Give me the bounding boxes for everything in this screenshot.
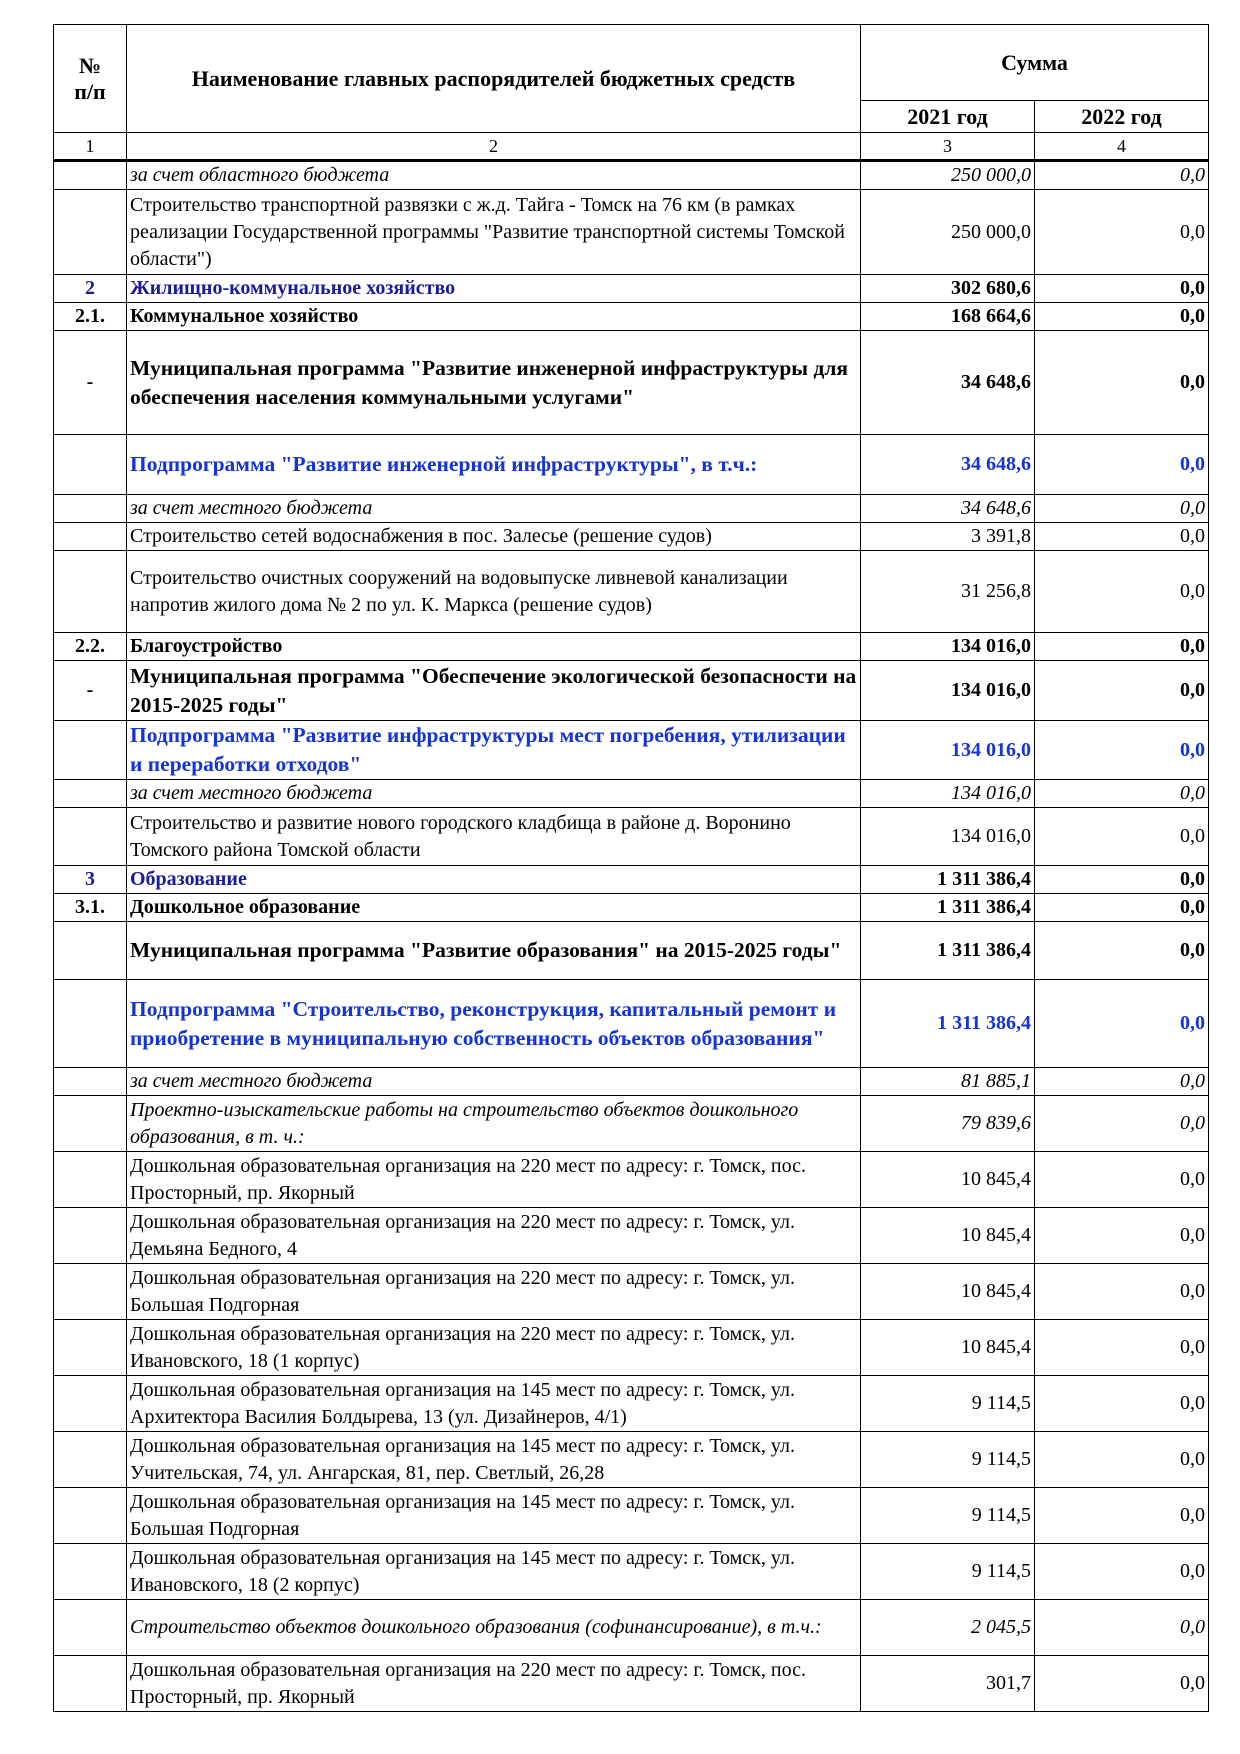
row-number [54,1544,127,1600]
row-sum-2022: 0,0 [1035,1068,1209,1096]
row-sum-2021: 134 016,0 [861,780,1035,808]
row-sum-2021: 10 845,4 [861,1208,1035,1264]
row-sum-2022: 0,0 [1035,922,1209,980]
row-name: Проектно-изыскательские работы на строительство объектов дошкольного образования, в т. ч.: [127,1096,861,1152]
table-row [54,495,1209,523]
row-sum-2021: 9 114,5 [861,1376,1035,1432]
row-number [54,435,127,495]
row-name: за счет местного бюджета [127,495,861,523]
table-row [54,1068,1209,1096]
row-name: Строительство транспортной развязки с ж.д. Тайга - Томск на 76 км (в рамках реализации Государственной программы "Развитие транспортной системы Томской области") [127,190,861,275]
row-number: 2.1. [54,303,127,331]
row-name: Благоустройство [127,633,861,661]
row-name: Дошкольное образование [127,894,861,922]
table-row [54,1376,1209,1432]
table-row [54,551,1209,633]
row-name: Муниципальная программа "Развитие образования" на 2015-2025 годы" [127,922,861,980]
table-row [54,1600,1209,1656]
row-number [54,1432,127,1488]
row-name: Строительство объектов дошкольного образования (софинансирование), в т.ч.: [127,1600,861,1656]
table-row [54,161,1209,190]
table-row [54,980,1209,1068]
row-number [54,980,127,1068]
header-year-2022: 2022 год [1035,101,1209,133]
row-sum-2021: 301,7 [861,1656,1035,1712]
table-row [54,303,1209,331]
row-number [54,523,127,551]
row-number [54,495,127,523]
table-row [54,1488,1209,1544]
row-name: Подпрограмма "Развитие инженерной инфраструктуры", в т.ч.: [127,435,861,495]
table-row [54,633,1209,661]
row-sum-2021: 250 000,0 [861,161,1035,190]
row-name: Строительство и развитие нового городского кладбища в районе д. Воронино Томского района Томской области [127,808,861,866]
row-number [54,1096,127,1152]
row-number: - [54,331,127,435]
row-name: Образование [127,866,861,894]
row-number: 3.1. [54,894,127,922]
row-sum-2021: 134 016,0 [861,721,1035,780]
row-sum-2022: 0,0 [1035,551,1209,633]
header-row [54,25,1209,101]
row-sum-2022: 0,0 [1035,1432,1209,1488]
row-name: Жилищно-коммунальное хозяйство [127,275,861,303]
row-sum-2021: 134 016,0 [861,661,1035,721]
row-name: Дошкольная образовательная организация на 145 мест по адресу: г. Томск, ул. Ивановского, 18 (2 корпус) [127,1544,861,1600]
row-number [54,780,127,808]
row-sum-2021: 1 311 386,4 [861,866,1035,894]
table-row [54,190,1209,275]
row-sum-2022: 0,0 [1035,1376,1209,1432]
row-number [54,1376,127,1432]
table-row [54,1544,1209,1600]
budget-document [53,24,1208,1712]
row-number [54,721,127,780]
row-number [54,1320,127,1376]
row-number [54,190,127,275]
table-row [54,523,1209,551]
row-sum-2021: 10 845,4 [861,1152,1035,1208]
row-sum-2021: 9 114,5 [861,1488,1035,1544]
table-row [54,922,1209,980]
row-sum-2022: 0,0 [1035,980,1209,1068]
row-sum-2021: 3 391,8 [861,523,1035,551]
row-sum-2022: 0,0 [1035,303,1209,331]
table-row [54,721,1209,780]
header-sum: Сумма [861,25,1209,101]
row-sum-2022: 0,0 [1035,1152,1209,1208]
table-row [54,1208,1209,1264]
row-sum-2021: 34 648,6 [861,435,1035,495]
row-name: Дошкольная образовательная организация на 220 мест по адресу: г. Томск, ул. Большая Подгорная [127,1264,861,1320]
row-sum-2021: 168 664,6 [861,303,1035,331]
header-no-line1: № [78,52,102,78]
row-name: Подпрограмма "Строительство, реконструкция, капитальный ремонт и приобретение в муниципальную собственность объектов образования" [127,980,861,1068]
row-sum-2022: 0,0 [1035,780,1209,808]
table-row [54,808,1209,866]
header-year-2021: 2021 год [861,101,1035,133]
row-sum-2021: 134 016,0 [861,808,1035,866]
row-name: Подпрограмма "Развитие инфраструктуры мест погребения, утилизации и переработки отходов" [127,721,861,780]
row-sum-2021: 9 114,5 [861,1544,1035,1600]
table-row [54,1656,1209,1712]
row-sum-2022: 0,0 [1035,495,1209,523]
row-name: за счет областного бюджета [127,161,861,190]
budget-table [53,24,1209,1712]
row-name: Дошкольная образовательная организация на 145 мест по адресу: г. Томск, ул. Архитектора Василия Болдырева, 13 (ул. Дизайнеров, 4/1) [127,1376,861,1432]
row-sum-2022: 0,0 [1035,1544,1209,1600]
row-name: Дошкольная образовательная организация на 220 мест по адресу: г. Томск, пос. Просторный, пр. Якорный [127,1656,861,1712]
row-sum-2021: 34 648,6 [861,331,1035,435]
row-sum-2022: 0,0 [1035,1096,1209,1152]
table-row [54,275,1209,303]
row-name: за счет местного бюджета [127,1068,861,1096]
row-sum-2021: 2 045,5 [861,1600,1035,1656]
row-sum-2022: 0,0 [1035,1600,1209,1656]
row-sum-2022: 0,0 [1035,1320,1209,1376]
row-sum-2021: 34 648,6 [861,495,1035,523]
row-sum-2022: 0,0 [1035,661,1209,721]
row-sum-2021: 79 839,6 [861,1096,1035,1152]
row-number [54,1656,127,1712]
table-row [54,866,1209,894]
column-number: 1 [54,133,127,161]
row-number [54,551,127,633]
row-sum-2021: 1 311 386,4 [861,980,1035,1068]
table-row [54,1096,1209,1152]
row-sum-2022: 0,0 [1035,633,1209,661]
row-number [54,1264,127,1320]
row-number [54,808,127,866]
row-sum-2022: 0,0 [1035,894,1209,922]
column-number: 4 [1035,133,1209,161]
row-number: 3 [54,866,127,894]
row-name: за счет местного бюджета [127,780,861,808]
table-row [54,780,1209,808]
column-number: 2 [127,133,861,161]
row-name: Дошкольная образовательная организация на 145 мест по адресу: г. Томск, ул. Учительская, 74, ул. Ангарская, 81, пер. Светлый, 26,28 [127,1432,861,1488]
table-row [54,435,1209,495]
row-sum-2021: 250 000,0 [861,190,1035,275]
row-name: Строительство сетей водоснабжения в пос. Залесье (решение судов) [127,523,861,551]
row-sum-2022: 0,0 [1035,721,1209,780]
row-sum-2022: 0,0 [1035,523,1209,551]
table-row [54,331,1209,435]
row-sum-2022: 0,0 [1035,275,1209,303]
row-sum-2022: 0,0 [1035,808,1209,866]
column-numbers-row [54,133,1209,161]
row-number [54,1152,127,1208]
row-sum-2022: 0,0 [1035,1488,1209,1544]
row-sum-2021: 1 311 386,4 [861,922,1035,980]
header-name: Наименование главных распорядителей бюджетных средств [127,25,861,133]
row-number: - [54,661,127,721]
row-name: Коммунальное хозяйство [127,303,861,331]
table-row [54,661,1209,721]
row-name: Дошкольная образовательная организация на 220 мест по адресу: г. Томск, ул. Демьяна Бедного, 4 [127,1208,861,1264]
row-number [54,922,127,980]
row-number: 2.2. [54,633,127,661]
row-name: Дошкольная образовательная организация на 220 мест по адресу: г. Томск, ул. Ивановского, 18 (1 корпус) [127,1320,861,1376]
row-name: Муниципальная программа "Развитие инженерной инфраструктуры для обеспечения населения коммунальными услугами" [127,331,861,435]
row-sum-2021: 10 845,4 [861,1320,1035,1376]
row-name: Муниципальная программа "Обеспечение экологической безопасности на 2015-2025 годы" [127,661,861,721]
row-sum-2022: 0,0 [1035,1208,1209,1264]
table-row [54,1152,1209,1208]
row-sum-2022: 0,0 [1035,190,1209,275]
row-sum-2022: 0,0 [1035,1264,1209,1320]
table-row [54,894,1209,922]
row-sum-2022: 0,0 [1035,1656,1209,1712]
row-number [54,1068,127,1096]
row-number: 2 [54,275,127,303]
row-number [54,1208,127,1264]
table-row [54,1320,1209,1376]
row-sum-2021: 9 114,5 [861,1432,1035,1488]
header-no [54,25,127,133]
row-sum-2021: 302 680,6 [861,275,1035,303]
row-sum-2021: 81 885,1 [861,1068,1035,1096]
row-number [54,1488,127,1544]
row-number [54,1600,127,1656]
row-sum-2022: 0,0 [1035,161,1209,190]
row-name: Дошкольная образовательная организация на 220 мест по адресу: г. Томск, пос. Просторный, пр. Якорный [127,1152,861,1208]
column-number: 3 [861,133,1035,161]
header-no-line2: п/п [74,78,106,104]
row-sum-2021: 1 311 386,4 [861,894,1035,922]
row-name: Дошкольная образовательная организация на 145 мест по адресу: г. Томск, ул. Большая Подгорная [127,1488,861,1544]
row-sum-2022: 0,0 [1035,331,1209,435]
table-row [54,1264,1209,1320]
row-sum-2021: 134 016,0 [861,633,1035,661]
row-name: Строительство очистных сооружений на водовыпуске ливневой канализации напротив жилого дома № 2 по ул. К. Маркса (решение судов) [127,551,861,633]
row-sum-2022: 0,0 [1035,866,1209,894]
table-row [54,1432,1209,1488]
row-sum-2022: 0,0 [1035,435,1209,495]
row-number [54,161,127,190]
row-sum-2021: 31 256,8 [861,551,1035,633]
row-sum-2021: 10 845,4 [861,1264,1035,1320]
